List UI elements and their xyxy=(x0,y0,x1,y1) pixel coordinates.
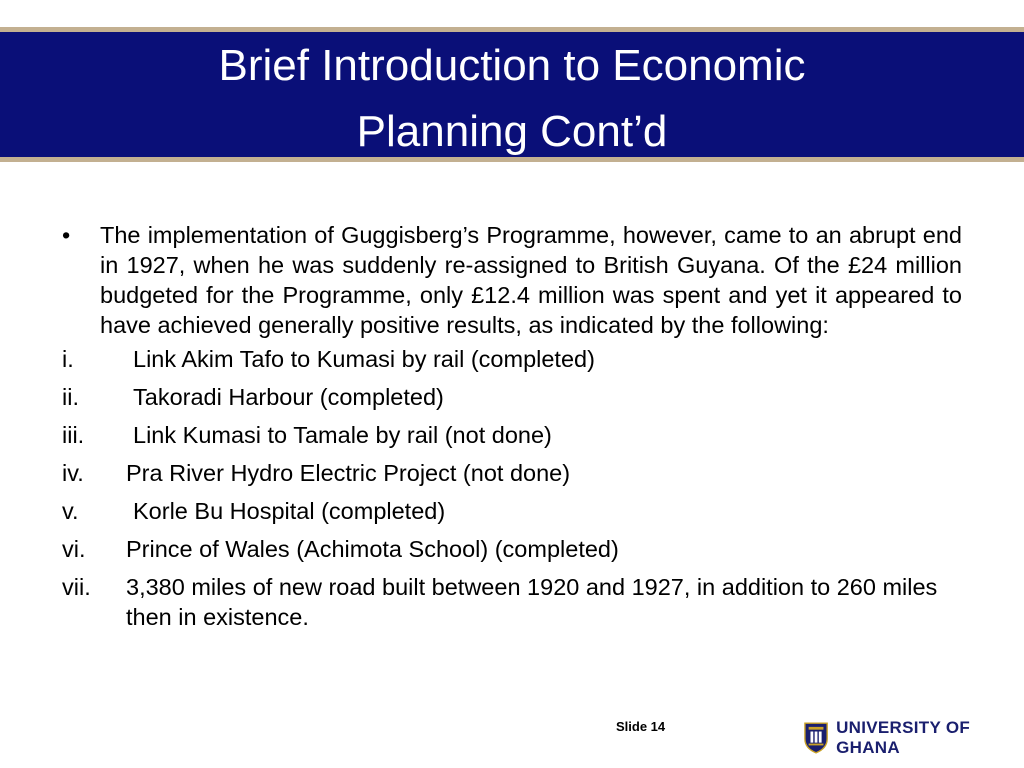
list-number: iv. xyxy=(62,460,84,486)
list-text: Link Akim Tafo to Kumasi by rail (completed) xyxy=(133,346,595,372)
list-item xyxy=(62,534,962,564)
list-number: v. xyxy=(62,498,79,524)
list-text: Takoradi Harbour (completed) xyxy=(133,384,444,410)
slide-content xyxy=(62,220,962,640)
list-text: 3,380 miles of new road built between 1920 and 1927, in addition to 260 miles then in existence. xyxy=(126,574,938,630)
list-number: iii. xyxy=(62,422,85,448)
list-text: Korle Bu Hospital (completed) xyxy=(133,498,446,524)
list-number: i. xyxy=(62,346,74,372)
list-item xyxy=(62,458,962,488)
slide-title xyxy=(0,33,1024,165)
crest-icon xyxy=(804,721,828,755)
list-number: ii. xyxy=(62,384,79,410)
list-item xyxy=(62,382,962,412)
list-item xyxy=(62,420,962,450)
slide-title-line-2: Planning Cont’d xyxy=(356,107,668,156)
list-text: Prince of Wales (Achimota School) (completed) xyxy=(126,536,619,562)
slide-number: Slide 14 xyxy=(616,719,666,734)
university-logo xyxy=(804,718,1024,758)
bullet-icon: • xyxy=(62,222,71,248)
list-item xyxy=(62,496,962,526)
list-item xyxy=(62,344,962,374)
intro-bullet xyxy=(62,220,962,340)
list-item xyxy=(62,572,962,632)
list-number: vi. xyxy=(62,536,86,562)
intro-text: The implementation of Guggisberg’s Programme, however, came to an abrupt end in 1927, when he was suddenly re-assigned to British Guyana. Of the £24 million budgeted for the Programme, only £12.4 million was spent and yet it appeared to have achieved generally positive results, as indicated by the following: xyxy=(100,222,962,338)
slide-title-line-1: Brief Introduction to Economic xyxy=(218,41,806,90)
university-name: UNIVERSITY OF GHANA xyxy=(836,718,971,757)
list-text: Pra River Hydro Electric Project (not done) xyxy=(126,460,571,486)
list-number: vii. xyxy=(62,574,91,600)
list-text: Link Kumasi to Tamale by rail (not done) xyxy=(133,422,552,448)
